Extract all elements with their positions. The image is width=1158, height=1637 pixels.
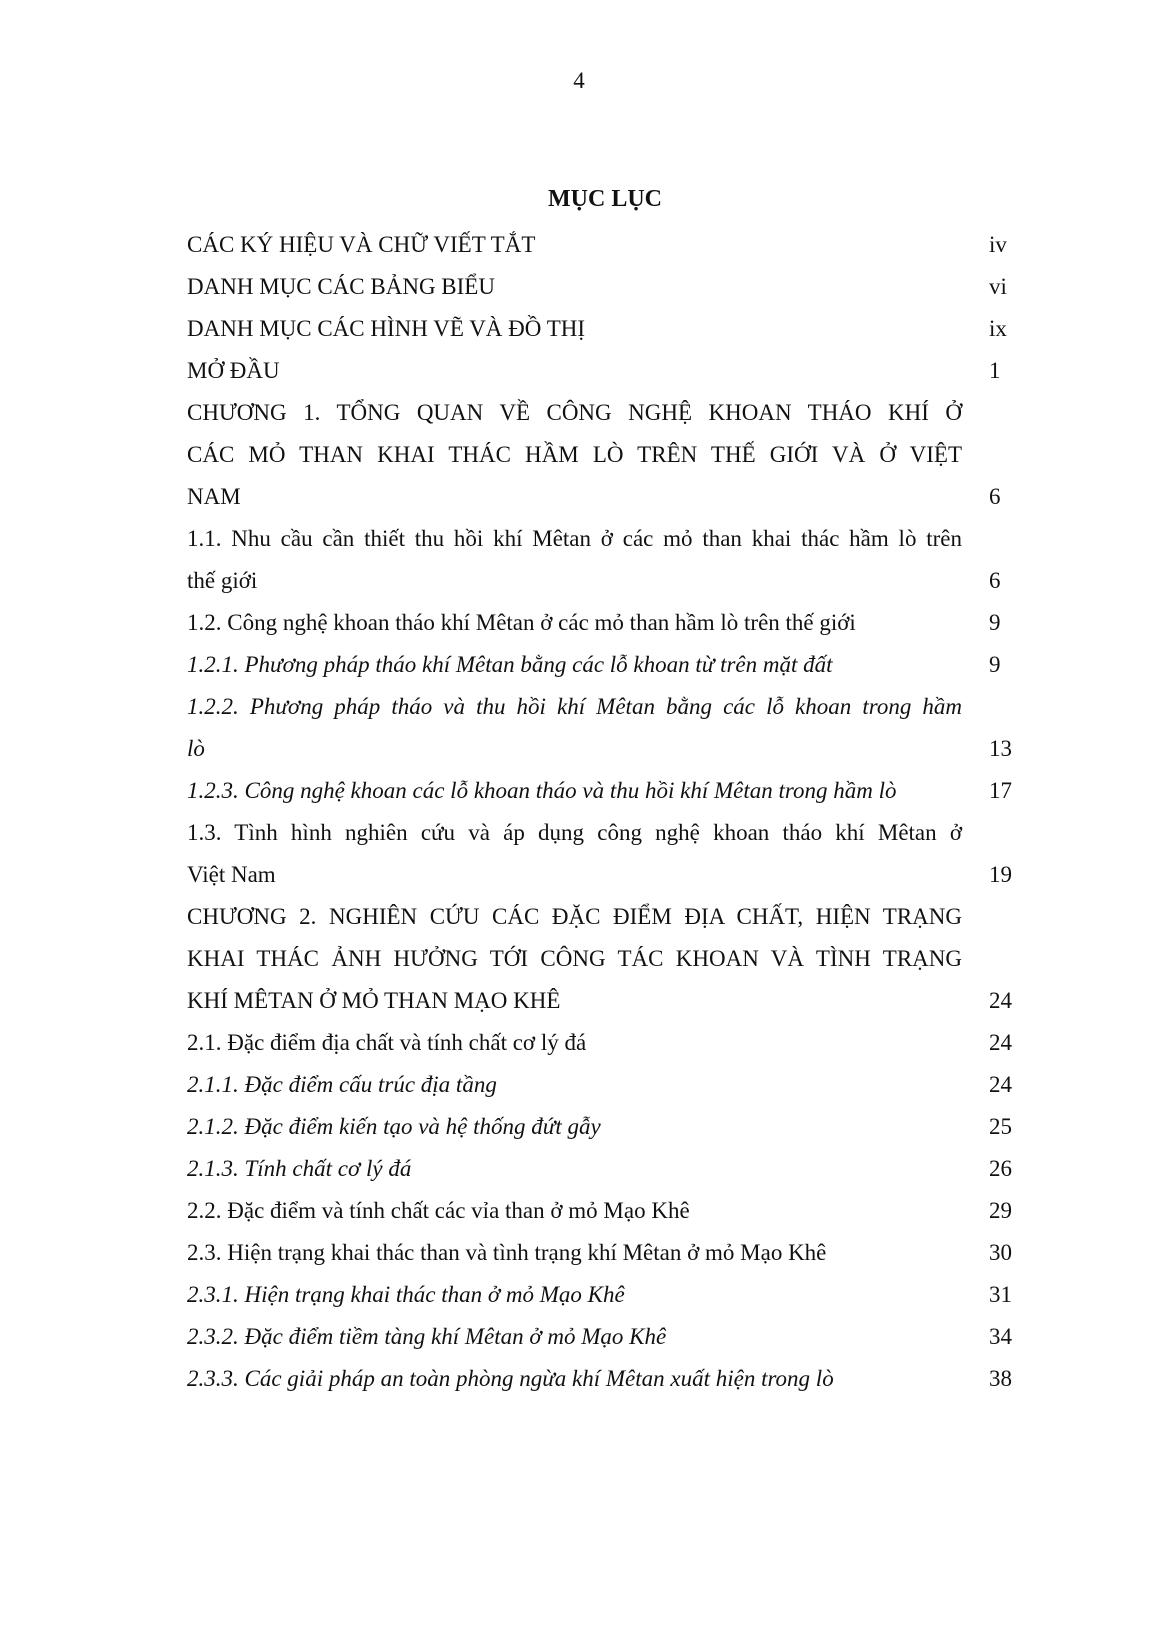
toc-entry-label: DANH MỤC CÁC HÌNH VẼ VÀ ĐỒ THỊ [187,316,586,341]
toc-entry-page: 6 [989,484,1001,509]
toc-entry-page: 1 [989,358,1001,383]
toc-entry-label: KHÍ MÊTAN Ở MỎ THAN MẠO KHÊ [187,988,561,1013]
toc-entry-label: CHƯƠNG 2. NGHIÊN CỨU CÁC ĐẶC ĐIỂM ĐỊA CHẤT, HIỆN TRẠNG [187,904,962,929]
toc-entry-label: lò [187,736,205,761]
table-of-contents [0,224,1158,1400]
toc-entry-label: 2.3.3. Các giải pháp an toàn phòng ngừa khí Mêtan xuất hiện trong lò [187,1366,834,1391]
toc-entry-page: 6 [989,568,1001,593]
toc-entry-label: 1.2.1. Phương pháp tháo khí Mêtan bằng các lỗ khoan từ trên mặt đất [187,652,833,677]
toc-entry [0,1190,1158,1232]
toc-entry-label: 2.1.3. Tính chất cơ lý đá [187,1156,412,1181]
toc-entry-label: 2.1.2. Đặc điểm kiến tạo và hệ thống đứt gẫy [187,1114,601,1139]
toc-entry [0,728,1158,770]
toc-entry-label: 2.2. Đặc điểm và tính chất các vỉa than ở mỏ Mạo Khê [187,1198,690,1223]
toc-entry-page: 24 [989,988,1012,1013]
toc-entry [0,980,1158,1022]
toc-entry-label: 1.2.2. Phương pháp tháo và thu hồi khí Mêtan bằng các lỗ khoan trong hầm [187,694,962,719]
toc-entry-label: 2.1. Đặc điểm địa chất và tính chất cơ lý đá [187,1030,587,1055]
toc-entry-page: 29 [989,1198,1012,1223]
toc-entry [0,266,1158,308]
toc-entry-page: 13 [989,736,1012,761]
toc-entry [0,1316,1158,1358]
toc-entry-label: MỞ ĐẦU [187,358,280,383]
toc-entry [0,602,1158,644]
toc-entry [0,854,1158,896]
toc-entry-label: NAM [187,484,241,509]
toc-entry-page: 17 [989,778,1012,803]
toc-entry [0,812,1158,854]
toc-entry-label: 2.3. Hiện trạng khai thác than và tình trạng khí Mêtan ở mỏ Mạo Khê [187,1240,827,1265]
toc-entry [0,1064,1158,1106]
toc-entry-label: 1.2. Công nghệ khoan tháo khí Mêtan ở các mỏ than hầm lò trên thế giới [187,610,856,635]
toc-title: MỤC LỤC [548,186,662,212]
toc-entry-label: 2.3.1. Hiện trạng khai thác than ở mỏ Mạo Khê [187,1282,625,1307]
toc-entry [0,644,1158,686]
toc-entry [0,476,1158,518]
toc-entry-label: DANH MỤC CÁC BẢNG BIỂU [187,274,495,299]
toc-entry-label: 1.3. Tình hình nghiên cứu và áp dụng công nghệ khoan tháo khí Mêtan ở [187,820,962,845]
toc-entry [0,308,1158,350]
toc-entry-page: 25 [989,1114,1012,1139]
toc-entry-label: 1.1. Nhu cầu cần thiết thu hồi khí Mêtan ở các mỏ than khai thác hầm lò trên [187,526,962,551]
toc-entry-page: 30 [989,1240,1012,1265]
toc-entry-label: CHƯƠNG 1. TỔNG QUAN VỀ CÔNG NGHỆ KHOAN THÁO KHÍ Ở [187,400,962,425]
toc-entry-label: CÁC MỎ THAN KHAI THÁC HẦM LÒ TRÊN THẾ GIỚI VÀ Ở VIỆT [187,442,962,467]
toc-entry-page: 31 [989,1282,1012,1307]
toc-entry-page: 9 [989,610,1001,635]
toc-entry [0,1358,1158,1400]
toc-entry [0,560,1158,602]
toc-entry [0,770,1158,812]
toc-entry [0,1232,1158,1274]
toc-entry-label: 1.2.3. Công nghệ khoan các lỗ khoan tháo và thu hồi khí Mêtan trong hầm lò [187,778,897,803]
toc-entry [0,392,1158,434]
toc-entry [0,1106,1158,1148]
toc-entry [0,896,1158,938]
toc-entry-page: ix [989,316,1007,341]
toc-entry-label: 2.1.1. Đặc điểm cấu trúc địa tầng [187,1072,497,1097]
toc-entry [0,434,1158,476]
toc-entry-page: vi [989,274,1007,299]
toc-entry-page: 26 [989,1156,1012,1181]
toc-entry-page: 24 [989,1072,1012,1097]
toc-entry-page: 19 [989,862,1012,887]
toc-entry [0,1022,1158,1064]
toc-entry-page: 24 [989,1030,1012,1055]
toc-entry [0,1274,1158,1316]
toc-entry [0,350,1158,392]
toc-entry-page: 9 [989,652,1001,677]
toc-entry [0,686,1158,728]
toc-entry-page: 34 [989,1324,1012,1349]
toc-entry-label: KHAI THÁC ẢNH HƯỞNG TỚI CÔNG TÁC KHOAN VÀ TÌNH TRẠNG [187,946,962,971]
toc-entry [0,224,1158,266]
toc-entry-label: Việt Nam [187,862,276,887]
toc-entry-label: CÁC KÝ HIỆU VÀ CHỮ VIẾT TẮT [187,232,536,257]
toc-entry [0,518,1158,560]
toc-entry-page: iv [989,232,1007,257]
toc-entry [0,938,1158,980]
toc-entry-page: 38 [989,1366,1012,1391]
toc-entry-label: 2.3.2. Đặc điểm tiềm tàng khí Mêtan ở mỏ Mạo Khê [187,1324,667,1349]
toc-entry [0,1148,1158,1190]
toc-entry-label: thế giới [187,568,258,593]
page-number: 4 [573,68,585,93]
